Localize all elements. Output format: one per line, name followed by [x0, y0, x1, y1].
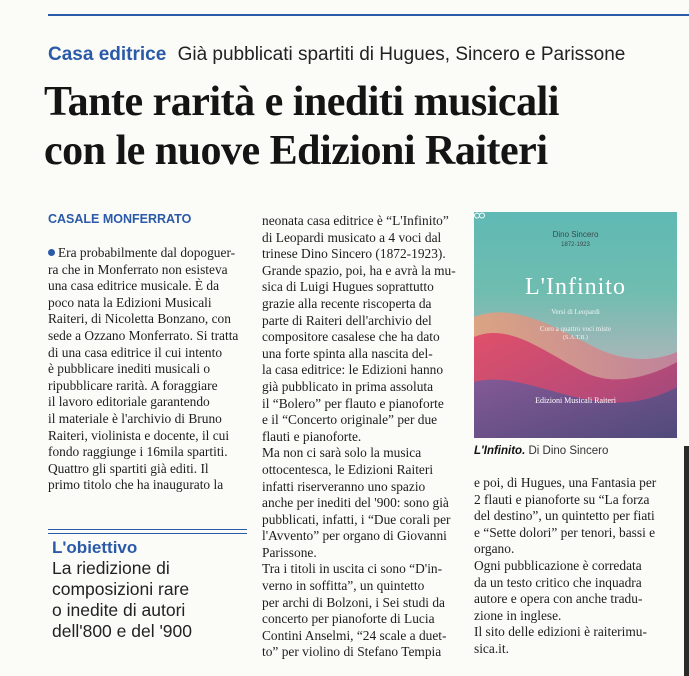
cover-subtitle: Versi di Leopardi — [551, 308, 600, 316]
text-line: ottocentesca, le Edizioni Raiteri — [262, 461, 434, 477]
text-line: Il sito delle edizioni è raiterimu- — [474, 624, 647, 640]
text-line: e il “Concerto originale” per due — [262, 412, 438, 428]
text-line: del destino”, un quintetto per fiati — [474, 508, 655, 524]
text-line: Contini Anselmi, “24 scale a duet- — [262, 627, 447, 643]
book-cover-image — [474, 212, 677, 438]
paragraph — [262, 445, 461, 561]
text-line: autore e opera con anche tradu- — [474, 591, 643, 607]
box-line: La riedizione di — [52, 558, 170, 578]
dateline: CASALE MONFERRATO — [48, 212, 192, 226]
top-rule — [48, 14, 689, 16]
cover-author: Dino Sincero — [552, 230, 599, 239]
text-line: per archi di Bolzoni, i Sei studi da — [262, 594, 445, 610]
text-line: flauti e pianoforte. — [262, 428, 362, 444]
text-line: poco nata la Edizioni Musicali — [48, 294, 212, 310]
cover-years: 1872-1923 — [561, 242, 590, 248]
image-caption — [474, 445, 608, 457]
text-line: Grande spazio, poi, ha e avrà la mu- — [262, 262, 456, 278]
text-line: organo. — [474, 541, 515, 557]
text-line: concerto per pianoforte di Lucia — [262, 611, 435, 627]
article-column-3 — [474, 475, 677, 658]
box-text — [52, 558, 252, 642]
headline — [44, 78, 684, 176]
caption-title: L'Infinito. — [474, 445, 526, 457]
text-line: è pubblicare inediti musicali o — [48, 361, 211, 377]
article-column-2 — [262, 213, 461, 661]
text-line: Era probabilmente dal dopoguer- — [58, 245, 236, 260]
text-line: anche per inediti del '900: sono già — [262, 495, 449, 511]
headline-line-2: con le nuove Edizioni Raiteri — [44, 128, 548, 174]
text-line: 2 flauti e pianoforte su “La forza — [474, 491, 650, 507]
cover-publisher: Edizioni Musicali Raiteri — [535, 396, 616, 405]
text-line: ripubblicare rarità. A foraggiare — [48, 377, 218, 393]
text-line: e “Sette dolori” per tenori, bassi e — [474, 524, 656, 540]
text-line: il “Bolero” per flauto e pianoforte — [262, 395, 444, 411]
paragraph — [474, 558, 677, 624]
kicker-subtitle: Già pubblicati spartiti di Hugues, Sincero e Parissone — [177, 44, 626, 65]
bullet-icon — [48, 249, 55, 256]
box-title: L'obiettivo — [52, 538, 138, 557]
text-line: zione in inglese. — [474, 607, 562, 623]
text-line: il lavoro editoriale garantendo — [48, 394, 210, 410]
caption-text: Di Dino Sincero — [528, 445, 609, 457]
text-line: trinese Dino Sincero (1872-1923). — [262, 246, 446, 262]
text-line: già pubblicato in prima assoluta — [262, 378, 434, 394]
text-line: pubblicati, infatti, i “Due corali per — [262, 511, 451, 527]
text-line: di Leopardi musicato a 4 voci dal — [262, 229, 442, 245]
text-line: Parissone. — [262, 544, 317, 560]
text-line: la casa editrice: le Edizioni hanno — [262, 362, 444, 378]
text-line: da un testo critico che inquadra — [474, 574, 642, 590]
box-line: o inedite di autori — [52, 600, 186, 620]
cover-subtitle: (S.A.T.B.) — [563, 335, 588, 341]
text-line: Ogni pubblicazione è corredata — [474, 557, 642, 573]
text-line: sica.it. — [474, 640, 509, 656]
box-rule — [48, 533, 247, 534]
headline-line-1: Tante rarità e inediti musicali — [44, 79, 559, 125]
cover-title: L'Infinito — [525, 274, 626, 300]
text-line: Tra i titoli in uscita ci sono “D'in- — [262, 561, 443, 577]
text-line: una casa editrice musicale. È da — [48, 278, 220, 294]
text-line: Quattro gli spartiti già editi. Il — [48, 460, 209, 476]
paragraph — [262, 561, 461, 661]
text-line: l'Avvento” per organo di Giovanni — [262, 528, 447, 544]
text-line: primo titolo che ha inaugurato la — [48, 477, 224, 493]
text-line: parte di Raiteri dell'archivio del — [262, 312, 432, 328]
box-rule — [48, 529, 247, 530]
text-line: una forte spinta alla nascita del- — [262, 345, 433, 361]
box-line: dell'800 e del '900 — [52, 621, 192, 641]
text-line: Ma non ci sarà solo la musica — [262, 445, 422, 461]
text-line: sede a Ozzano Monferrato. Si tratta — [48, 327, 239, 343]
text-line: sica di Luigi Hugues soprattutto — [262, 279, 434, 295]
text-line: fondo raggiunge i 16mila spartiti. — [48, 444, 228, 460]
text-line: il materiale è l'archivio di Bruno — [48, 410, 222, 426]
text-line: grazie alla recente riscoperta da — [262, 295, 432, 311]
publisher-logo-icon — [474, 212, 485, 219]
box-line: composizioni rare — [52, 579, 190, 599]
text-line: Raiteri, di Nicoletta Bonzano, con — [48, 311, 231, 327]
cover-subtitle: Coro a quattro voci miste — [539, 325, 612, 333]
text-line: infatti riserveranno uno spazio — [262, 478, 426, 494]
text-line: e poi, di Hugues, una Fantasia per — [474, 475, 657, 490]
text-line: verno in soffitta”, un quintetto — [262, 578, 425, 594]
page-edge — [684, 446, 689, 676]
article-column-1 — [48, 245, 247, 494]
text-line: ra che in Monferrato non esisteva — [48, 261, 228, 277]
text-line: neonata casa editrice è “L'Infinito” — [262, 213, 449, 228]
text-line: Raiteri, violinista e docente, il cui — [48, 427, 230, 443]
paragraph — [262, 213, 461, 445]
kicker — [48, 44, 625, 66]
paragraph — [48, 245, 247, 494]
paragraph — [474, 624, 677, 657]
kicker-tag: Casa editrice — [48, 44, 167, 65]
text-line: compositore casalese che ha dato — [262, 329, 440, 345]
text-line: to” per violino di Stefano Tempia — [262, 644, 442, 660]
text-line: di una casa editrice il cui intento — [48, 344, 223, 360]
paragraph — [474, 475, 677, 558]
